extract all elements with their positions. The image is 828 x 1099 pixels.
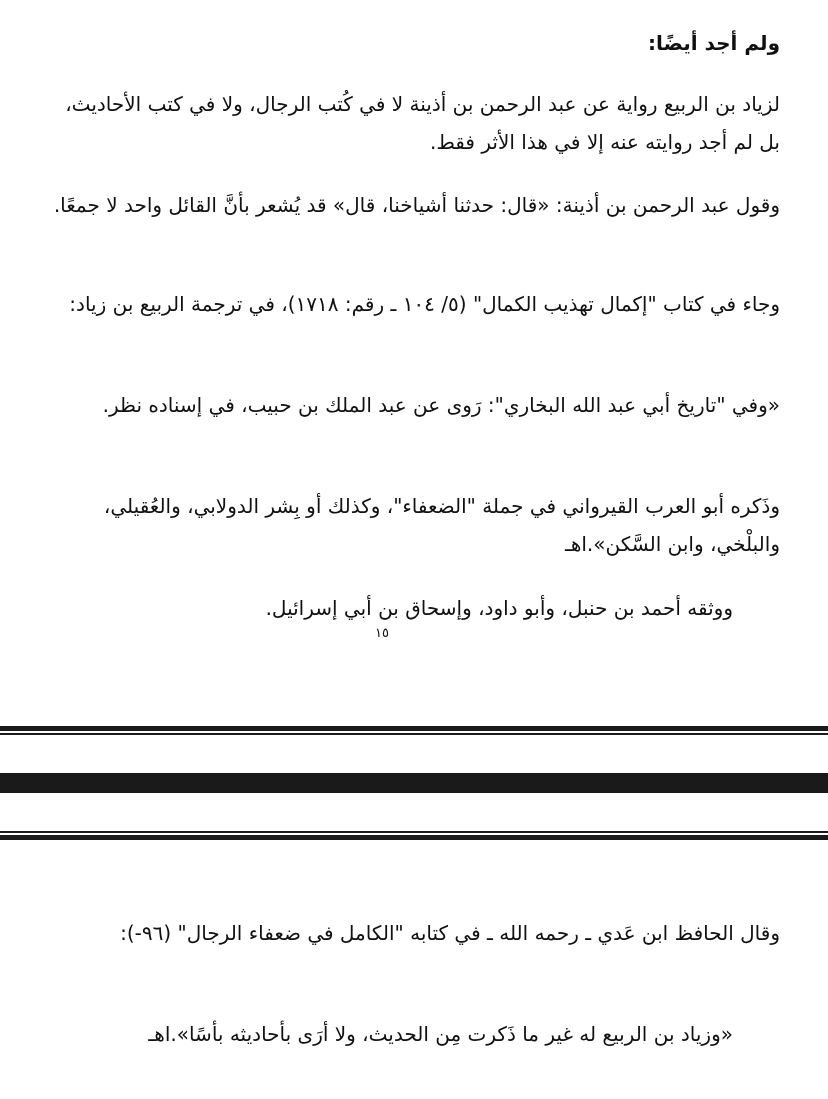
paragraph-6: ووثقه أحمد بن حنبل، وأبو داود، وإسحاق بن أبي إسرائيل. [265, 596, 733, 620]
page-divider-top [0, 726, 828, 731]
paragraph-ibn-adi: وقال الحافظ ابن عَدي ـ رحمه الله ـ في كتابه "الكامل في ضعفاء الرجال" (٩٦-): [120, 921, 780, 945]
page-divider-bottom-line [0, 831, 828, 833]
paragraph-ibn-adi-quote: «وزياد بن الربيع له غير ما ذَكرت مِن الحديث، ولا أرَى بأحاديثه بأسًا».اهـ [148, 1022, 733, 1046]
page-divider-thick-band [0, 773, 828, 793]
paragraph-3: وجاء في كتاب "إكمال تهذيب الكمال" (٥/ ١٠٤ ـ رقم: ١٧١٨)، في ترجمة الربيع بن زياد: [69, 292, 780, 316]
page-number: ١٥ [375, 626, 389, 641]
paragraph-1: لزياد بن الربيع رواية عن عبد الرحمن بن أذينة لا في كُتب الرجال، ولا في كتب الأحاديث، بل لم أجد روايته عنه إلا في هذا الأثر فقط. [65, 92, 780, 154]
bottom-page [0, 840, 828, 1099]
paragraph-2: وقول عبد الرحمن بن أذينة: «قال: حدثنا أشياخنا، قال» قد يُشعر بأنَّ القائل واحد لا جمعًا. [53, 193, 780, 217]
paragraph-4-quote: «وفي "تاريخ أبي عبد الله البخاري": رَوى عن عبد الملك بن حبيب، في إسناده نظر. [102, 393, 780, 417]
page-divider-top-line [0, 733, 828, 735]
paragraph-5-quote: وذَكره أبو العرب القيرواني في جملة "الضعفاء"، وكذلك أو بِشر الدولابي، والعُقيلي، والبلْخي، وابن السَّكن».اهـ [103, 494, 780, 556]
section-heading: ولم أجد أيضًا: [648, 31, 780, 55]
